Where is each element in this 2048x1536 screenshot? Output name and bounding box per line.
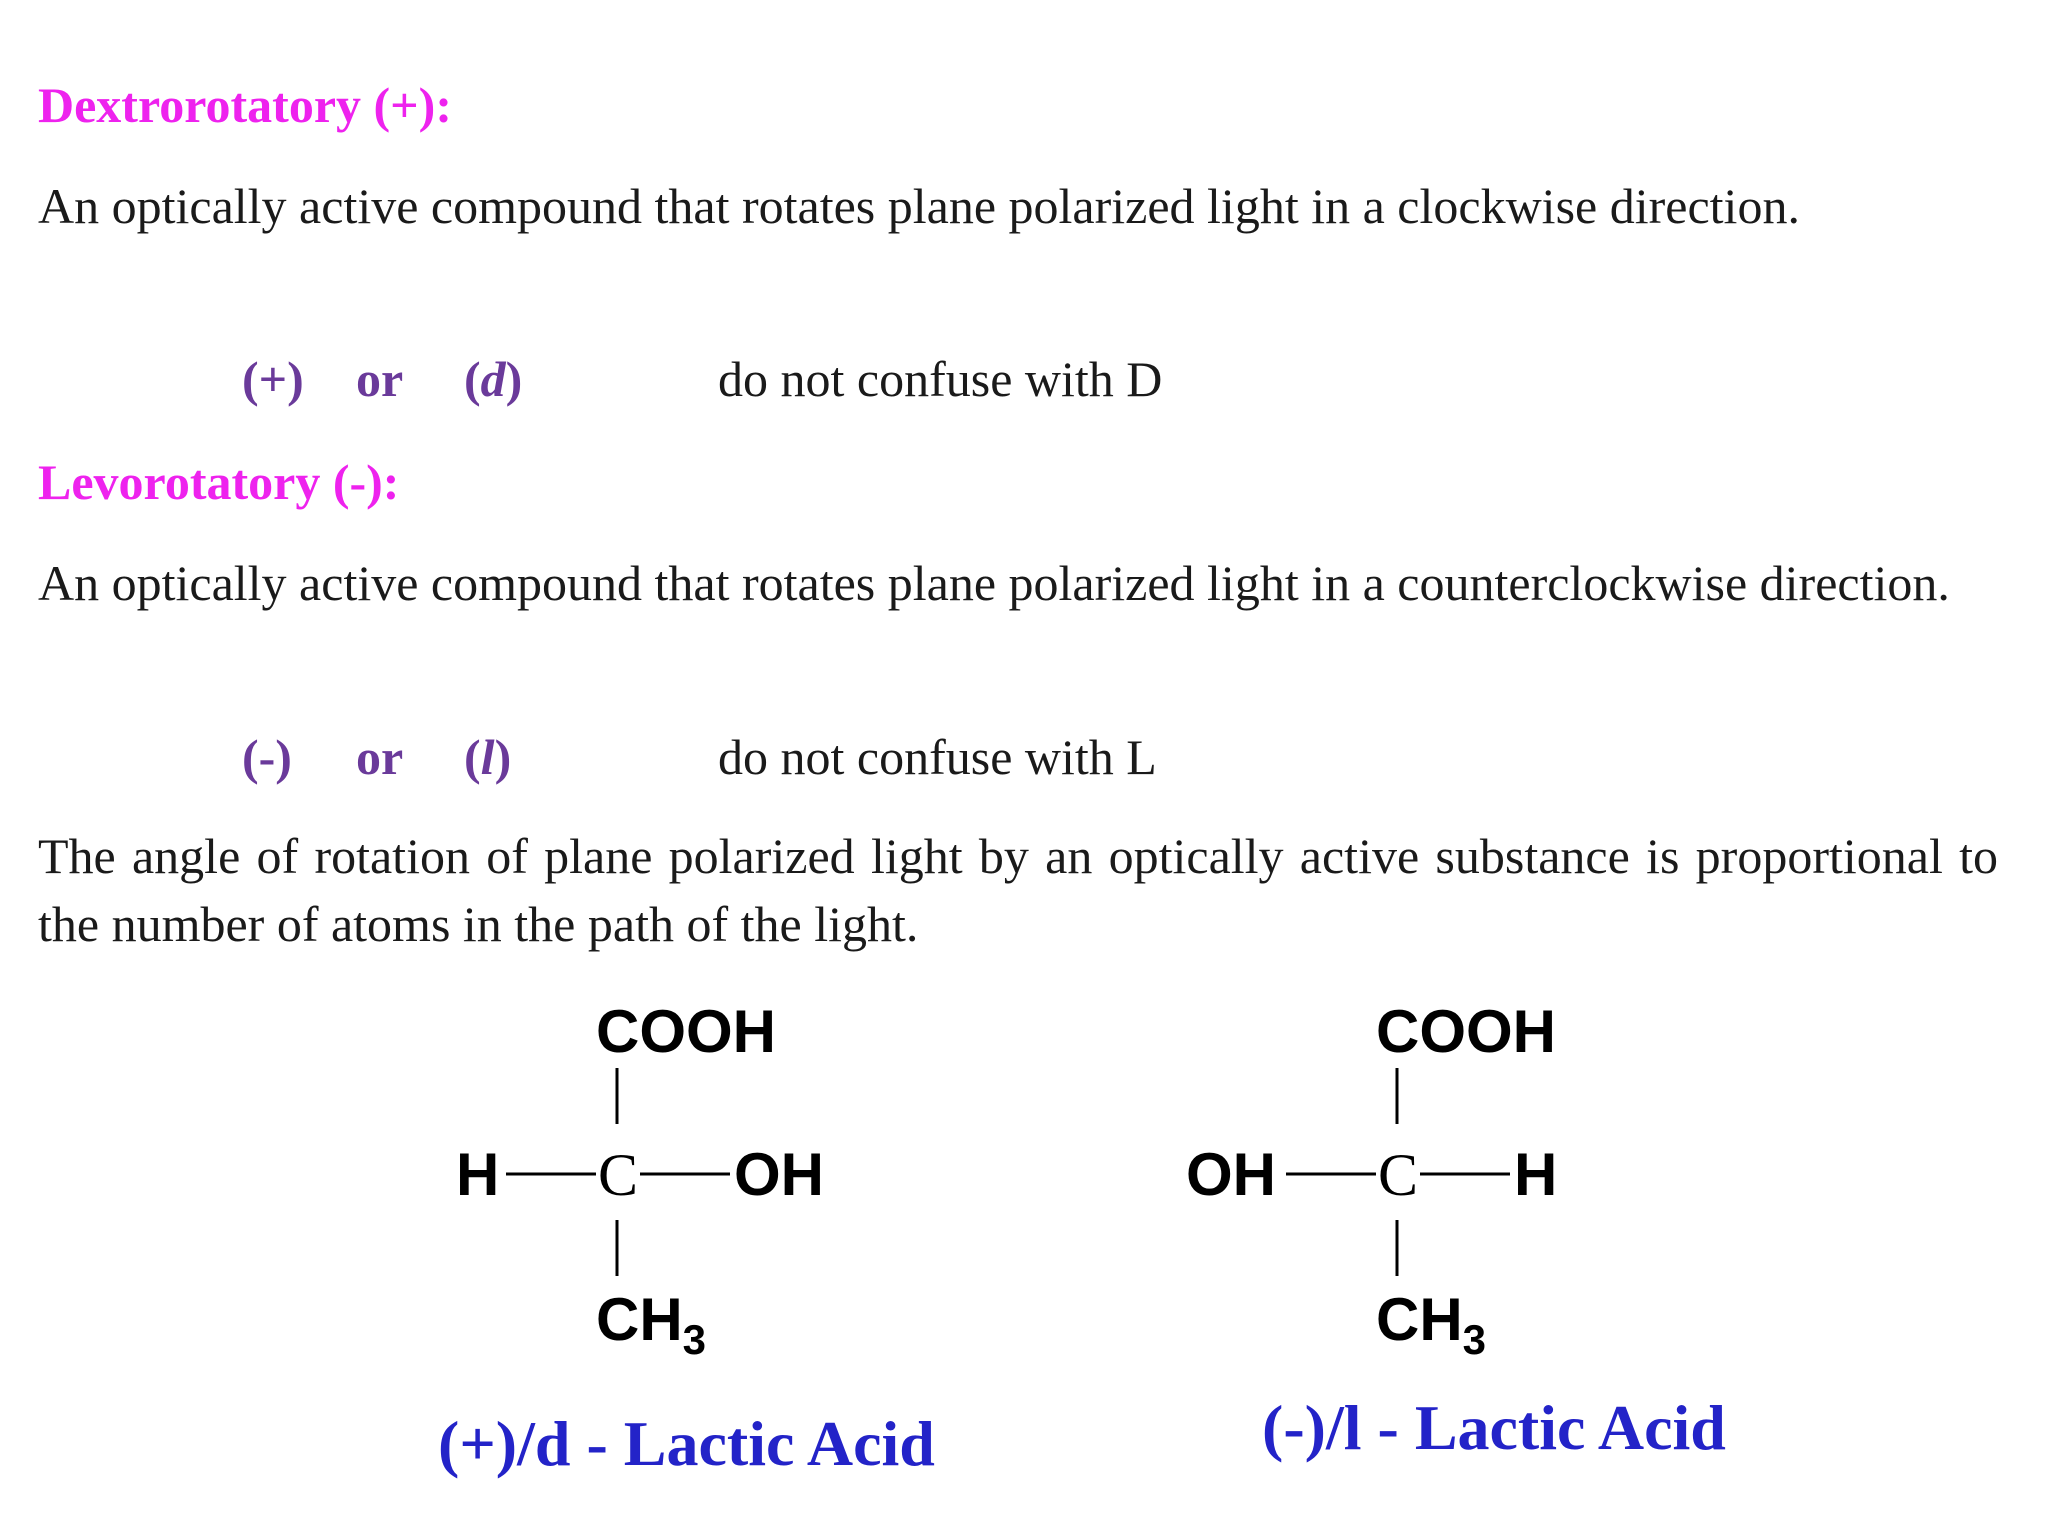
d-bottom-group: $CH_3$ (596, 1286, 707, 1363)
l-lactic-acid-caption: (-)/l - Lactic Acid (1262, 1392, 1726, 1463)
dextrorotatory-definition: An optically active compound that rotates plane polarized light in a clockwise direction. (38, 178, 1800, 234)
dextro-plus-symbol: (+) (242, 351, 304, 407)
d-lactic-acid-structure (420, 990, 1020, 1390)
levo-l-notation: (l) (464, 729, 512, 785)
dextrorotatory-heading: Dextrorotatory (+): (38, 77, 452, 133)
d-right-group: OH (734, 1141, 824, 1208)
d-top-group: COOH (596, 998, 776, 1065)
levo-or-label: or (356, 729, 404, 785)
d-lactic-acid-caption: (+)/d - Lactic Acid (438, 1408, 935, 1479)
levo-minus-symbol: (-) (242, 729, 292, 785)
dextro-confusion-note: do not confuse with D (718, 351, 1163, 407)
l-right-group: H (1514, 1141, 1558, 1208)
levorotatory-definition: An optically active compound that rotates plane polarized light in a counterclockwise direction. (38, 555, 1950, 611)
l-bottom-group: $CH_3$ (1376, 1286, 1487, 1363)
d-left-group: H (456, 1141, 500, 1208)
dextro-d-notation: (d) (464, 351, 523, 407)
l-left-group: OH (1186, 1141, 1276, 1208)
l-top-group: COOH (1376, 998, 1556, 1065)
l-chiral-carbon: C (1378, 1142, 1419, 1208)
l-lactic-acid-structure (1186, 990, 1800, 1390)
levorotatory-heading: Levorotatory (-): (38, 454, 400, 510)
levo-confusion-note: do not confuse with L (718, 729, 1157, 785)
d-chiral-carbon: C (598, 1142, 639, 1208)
rotation-statement: The angle of rotation of plane polarized light by an optically active substance is proportional to the number of atoms in the path of the light. (38, 828, 1998, 952)
dextro-or-label: or (356, 351, 404, 407)
